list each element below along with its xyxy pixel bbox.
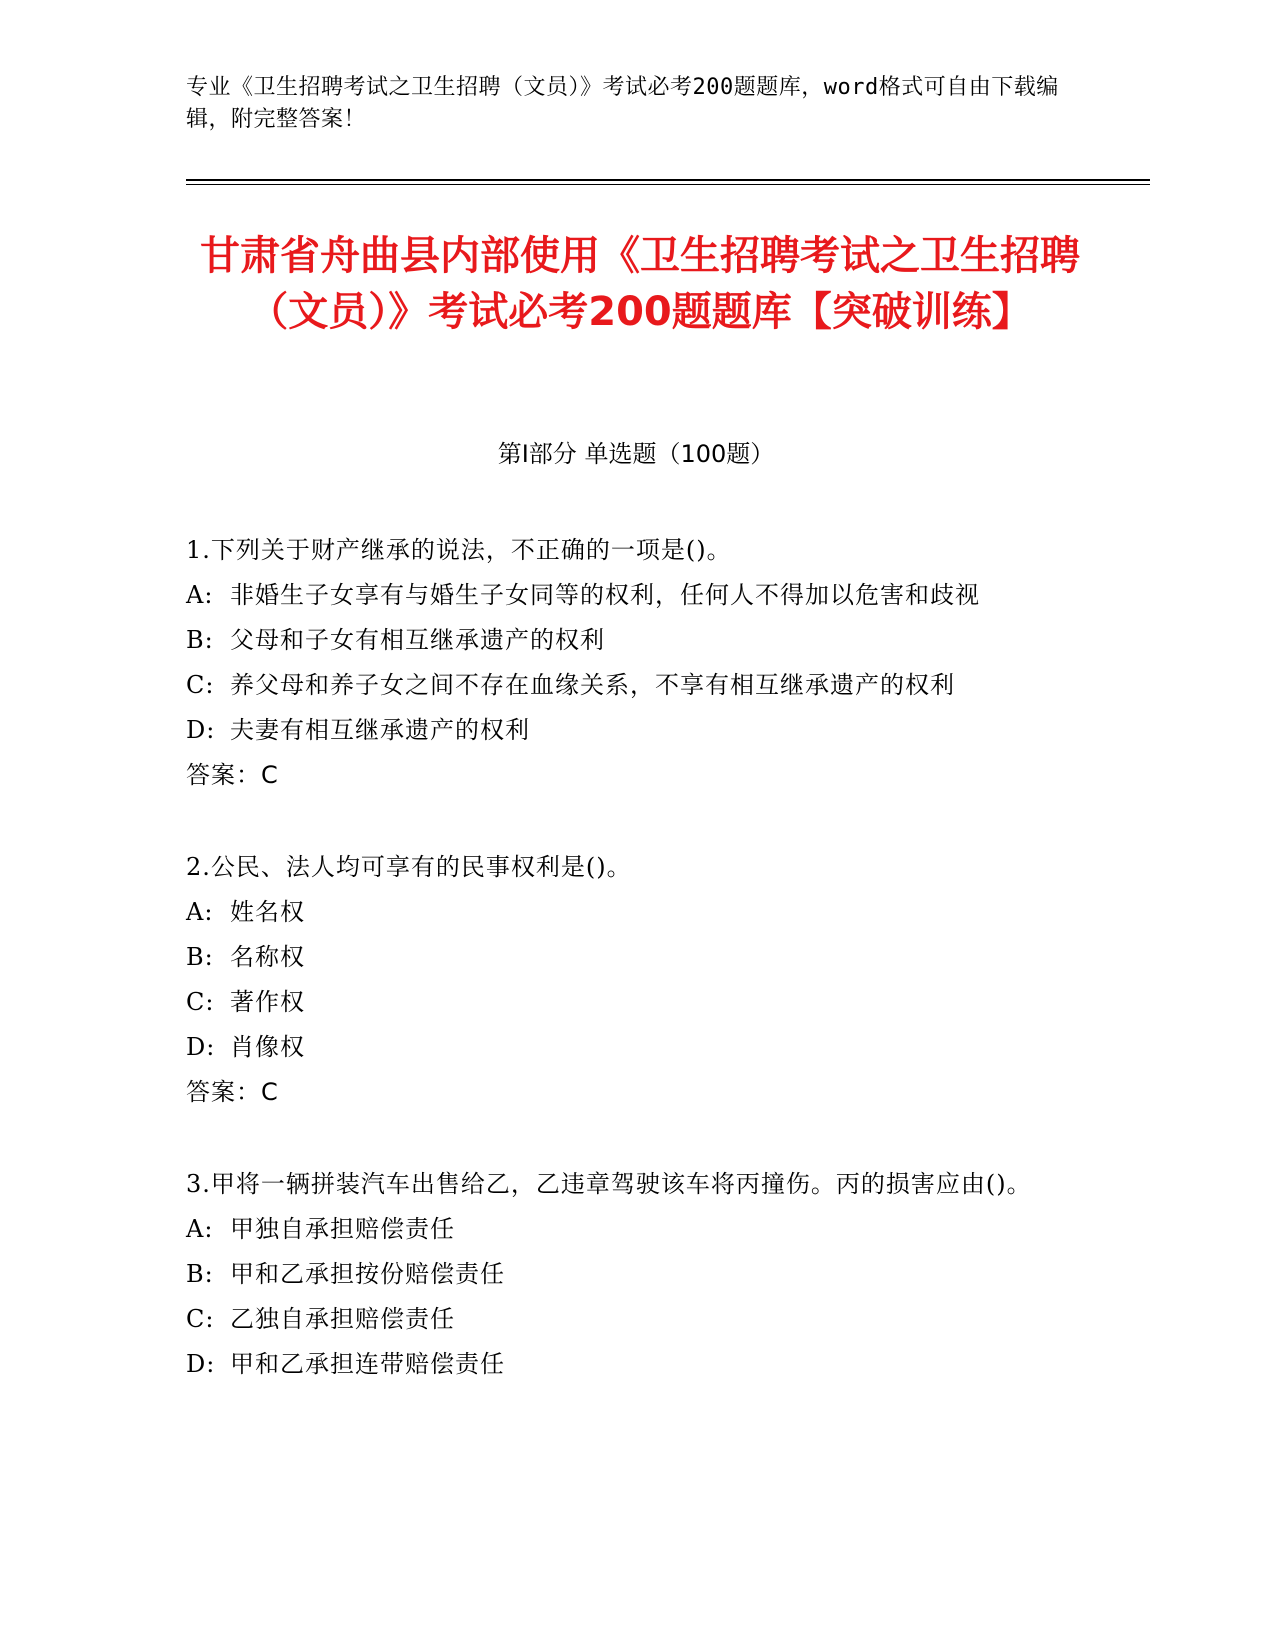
option-letter: D: — [186, 716, 216, 744]
option-letter: C: — [186, 1305, 215, 1333]
option-letter: B: — [186, 943, 214, 971]
option-text: 非婚生子女享有与婚生子女同等的权利，任何人不得加以危害和歧视 — [230, 581, 980, 609]
option-letter: A: — [186, 898, 214, 926]
option-a — [186, 890, 1066, 935]
option-d — [186, 708, 1066, 753]
answer-line: 答案：C — [186, 1078, 279, 1106]
question-stem: 3.甲将一辆拼装汽车出售给乙，乙违章驾驶该车将丙撞伤。丙的损害应由()。 — [186, 1170, 1032, 1198]
option-d — [186, 1342, 1066, 1387]
answer-line: 答案：C — [186, 761, 279, 789]
option-letter: A: — [186, 1215, 214, 1243]
option-letter: B: — [186, 626, 214, 654]
option-letter: C: — [186, 988, 215, 1016]
option-text: 乙独自承担赔偿责任 — [230, 1305, 455, 1333]
option-b — [186, 618, 1066, 663]
option-c — [186, 980, 1066, 1025]
option-letter: D: — [186, 1033, 216, 1061]
document-title: 甘肃省舟曲县内部使用《卫生招聘考试之卫生招聘（文员）》考试必考200题题库【突破训练】 — [200, 233, 1080, 335]
question-stem: 1.下列关于财产继承的说法，不正确的一项是()。 — [186, 536, 732, 564]
option-d — [186, 1025, 1066, 1070]
question-1 — [186, 528, 1066, 798]
header-divider-thin — [186, 184, 1150, 185]
header-note: 专业《卫生招聘考试之卫生招聘（文员）》考试必考200题题库，word格式可自由下载编辑，附完整答案！ — [186, 75, 1059, 132]
option-c — [186, 1297, 1066, 1342]
section-title: 第Ⅰ部分 单选题（100题） — [497, 440, 775, 468]
option-text: 姓名权 — [230, 898, 305, 926]
option-text: 名称权 — [230, 943, 305, 971]
header-divider-thick — [186, 179, 1150, 181]
question-3 — [186, 1162, 1066, 1387]
option-b — [186, 1252, 1066, 1297]
option-a — [186, 573, 1066, 618]
question-stem: 2.公民、法人均可享有的民事权利是()。 — [186, 853, 632, 881]
option-text: 肖像权 — [230, 1033, 305, 1061]
question-2 — [186, 845, 1066, 1115]
option-letter: D: — [186, 1350, 216, 1378]
option-text: 养父母和养子女之间不存在血缘关系，不享有相互继承遗产的权利 — [230, 671, 955, 699]
option-letter: A: — [186, 581, 214, 609]
option-b — [186, 935, 1066, 980]
question-list — [186, 528, 1066, 1434]
option-text: 夫妻有相互继承遗产的权利 — [230, 716, 530, 744]
option-a — [186, 1207, 1066, 1252]
option-text: 甲和乙承担按份赔偿责任 — [230, 1260, 505, 1288]
option-text: 甲独自承担赔偿责任 — [230, 1215, 455, 1243]
option-text: 父母和子女有相互继承遗产的权利 — [230, 626, 605, 654]
option-c — [186, 663, 1066, 708]
option-text: 甲和乙承担连带赔偿责任 — [230, 1350, 505, 1378]
option-text: 著作权 — [230, 988, 305, 1016]
option-letter: C: — [186, 671, 215, 699]
option-letter: B: — [186, 1260, 214, 1288]
